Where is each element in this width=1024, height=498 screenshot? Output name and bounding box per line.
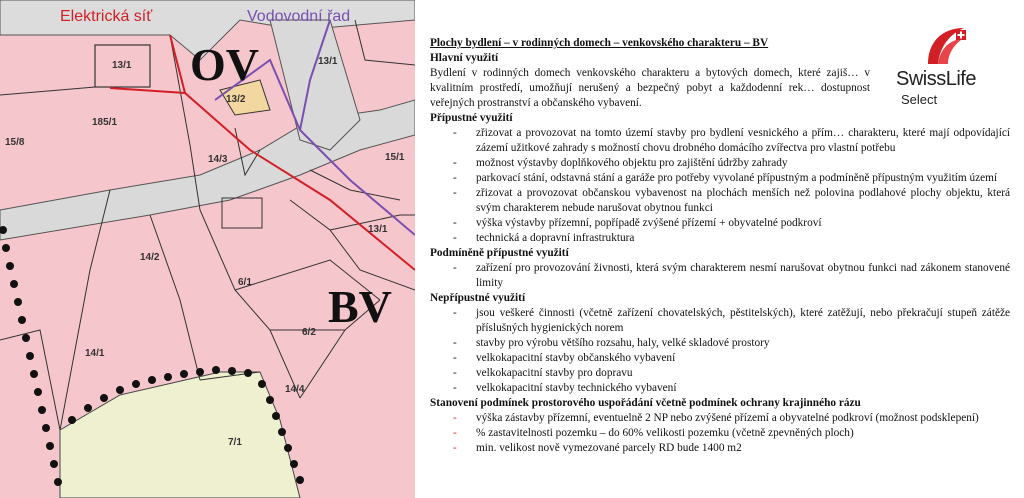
- permitted-list: [430, 126, 1010, 246]
- list-item: - zařízení pro provozování živnosti, která svým charakterem nesmí narušovat obytnou funkci nad zákonem stanovené limity: [453, 262, 1010, 289]
- main-use-heading: Hlavní využití: [430, 52, 499, 64]
- logo-sub: Select: [901, 92, 938, 107]
- parcel-label: 13/1: [318, 56, 338, 67]
- parcel-label: 185/1: [92, 117, 118, 128]
- list-item: - % zastavitelnosti pozemku – do 60% velikosti pozemku (včetně zpevněných ploch): [453, 427, 854, 439]
- parcel-label: 14/2: [140, 252, 160, 263]
- parcel-label: 13/2: [226, 94, 246, 105]
- conditions-list: [430, 411, 1010, 456]
- parcel-label: 13/1: [112, 60, 132, 71]
- list-item: - výška zástavby přízemní, eventuelně 2 NP nebo zvýšené přízemí a obyvatelné podkroví (možnost podsklepení): [453, 412, 979, 424]
- permitted-heading: Přípustné využití: [430, 112, 513, 124]
- parcel-label: 6/1: [238, 277, 252, 288]
- parcel-label: 14/1: [85, 348, 105, 359]
- legend-water: Vodovodní řad: [247, 8, 351, 25]
- list-item: - výška výstavby přízemní, popřípadě zvýšené přízemí + obyvatelné podkroví: [453, 217, 822, 229]
- list-item: - parkovací stání, odstavná stání a garáže pro potřeby vyvolané přípustným a podmíněně přípustným využitím území: [453, 172, 998, 184]
- cadastral-map: [0, 0, 415, 498]
- conditions-heading: Stanovení podmínek prostorového uspořádání včetně podmínek ochrany krajinného rázu: [430, 397, 861, 409]
- parcel-label: 14/4: [285, 384, 305, 395]
- list-item: - zřizovat a provozovat občanskou vybavenost na plochách menších než polovina podlahové plochy objektu, která svým charakterem nebude narušovat obytnou funkci: [453, 187, 1010, 214]
- doc-title: Plochy bydlení – v rodinných domech – venkovského charakteru – BV: [430, 37, 769, 49]
- swisslife-emblem-icon: [920, 24, 970, 68]
- list-item: - technická a dopravní infrastruktura: [453, 232, 635, 244]
- parcel-label: 7/1: [228, 437, 242, 448]
- logo-name: SwissLife: [896, 68, 976, 90]
- list-item: - velkokapacitní stavby pro dopravu: [453, 367, 633, 379]
- parcel-label: 14/3: [208, 154, 228, 165]
- list-item: - velkokapacitní stavby občanského vybavení: [453, 352, 676, 364]
- parcel-label: 13/1: [368, 224, 388, 235]
- list-item: - velkokapacitní stavby technického vybavení: [453, 382, 677, 394]
- forbidden-list: [430, 306, 1010, 396]
- legend-electric: Elektrická síť: [60, 8, 153, 25]
- conditional-list: [430, 261, 1010, 291]
- parcel-label: 15/1: [385, 152, 405, 163]
- list-item: - min. velikost nově vymezované parcely RD bude 1400 m2: [453, 442, 742, 454]
- list-item: - stavby pro výrobu většího rozsahu, haly, velké skladové prostory: [453, 337, 770, 349]
- swisslife-logo: [896, 24, 996, 106]
- list-item: - jsou veškeré činnosti (včetně zařízení chovatelských, pěstitelských), které zatěžují, nebo překračují stupeň zátěže příslušných hygienických norem: [453, 307, 1010, 334]
- zone-label: BV: [328, 281, 392, 332]
- list-item: - zřizovat a provozovat na tomto území stavby pro bydlení vesnického a přím… charakteru, které mají odpovídající zázemí užitkové zahrady s možností chovu drobného domácího zvířectva pro vlastní potřebu: [453, 127, 1010, 154]
- conditional-heading: Podmíněně přípustné využití: [430, 247, 569, 259]
- parcel-label: 15/8: [5, 137, 25, 148]
- parcel-label: 6/2: [302, 327, 316, 338]
- list-item: - možnost výstavby doplňkového objektu pro zajištění údržby zahrady: [453, 157, 788, 169]
- zone-label-top: OV: [190, 39, 259, 90]
- forbidden-heading: Nepřípustné využití: [430, 292, 526, 304]
- main-use-text: Bydlení v rodinných domech venkovského charakteru a bytových domech, které zajiš… v kvalitním prostředí, umožňují nerušený a bezpečný pobyt a každodenní rek… dostupnost veřejných prostranství a občanského vybavení.: [430, 67, 870, 109]
